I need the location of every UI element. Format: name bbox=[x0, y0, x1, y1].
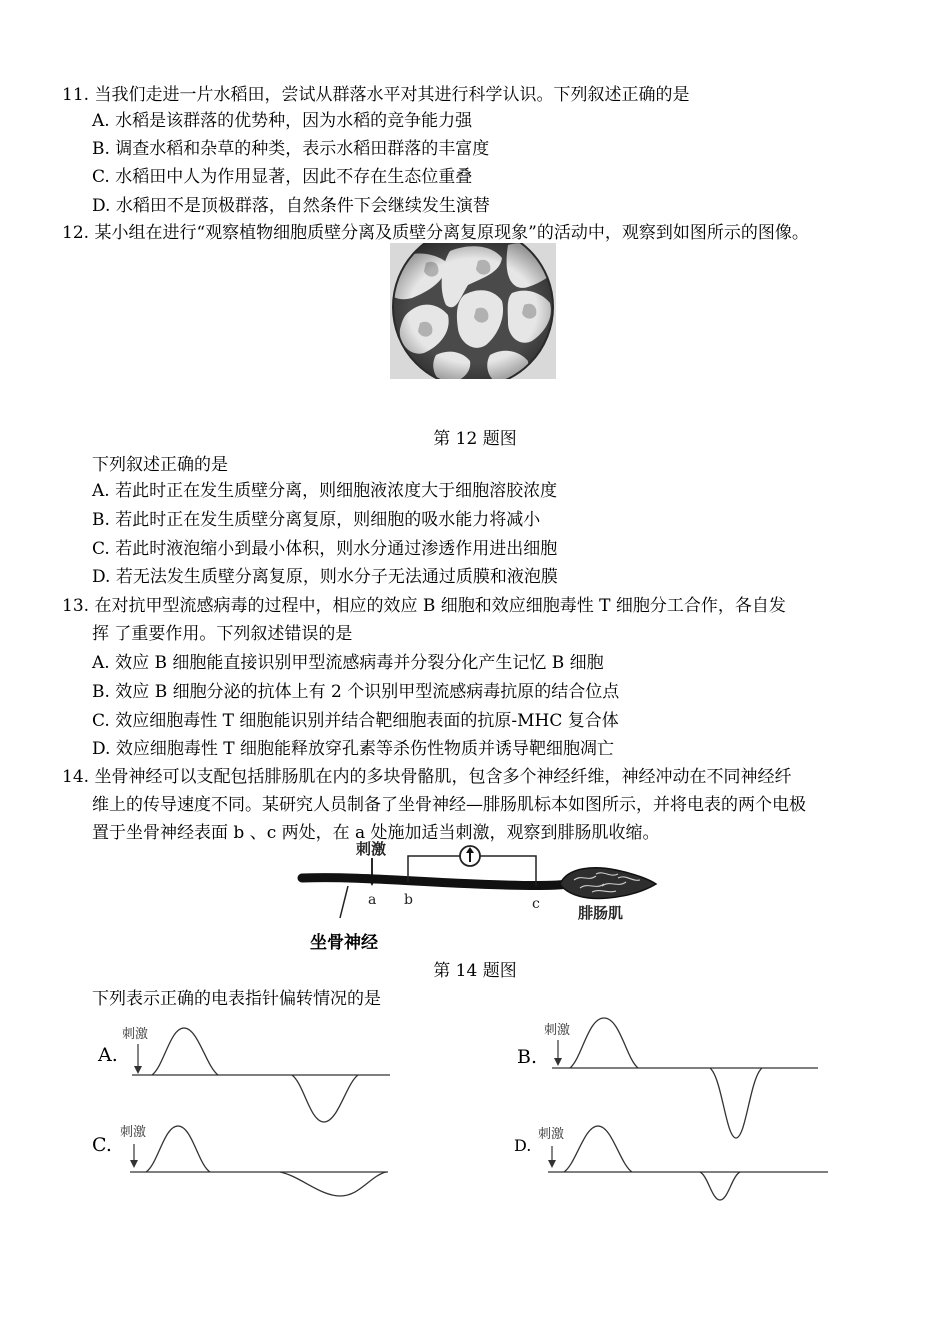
q11-option-a: A. 水稻是该群落的优势种，因为水稻的竞争能力强 bbox=[92, 111, 473, 131]
point-c-label: c bbox=[532, 896, 540, 912]
q12-caption: 第 12 题图 bbox=[433, 429, 517, 449]
q11-option-b: B. 调查水稻和杂草的种类，表示水稻田群落的丰富度 bbox=[92, 139, 490, 159]
q14-option-c-label: C. bbox=[92, 1134, 112, 1156]
stimulus-arrow-icon bbox=[130, 1160, 138, 1168]
sciatic-nerve bbox=[302, 878, 568, 886]
q14-option-d-waveform bbox=[530, 1120, 830, 1204]
stimulus-label: 刺激 bbox=[356, 840, 387, 858]
q14-prompt: 下列表示正确的电表指针偏转情况的是 bbox=[92, 989, 381, 1009]
q14-option-b-label: B. bbox=[517, 1046, 538, 1068]
q14-stem-line3: 置于坐骨神经表面 b 、c 两处，在 a 处施加适当刺激，观察到腓肠肌收缩。 bbox=[92, 823, 660, 843]
stimulus-text: 刺激 bbox=[544, 1023, 571, 1038]
q14-nerve-muscle-figure bbox=[296, 836, 666, 922]
point-b-label: b bbox=[404, 892, 413, 908]
stimulus-arrow-icon bbox=[548, 1160, 556, 1168]
q14-caption: 第 14 题图 bbox=[433, 961, 517, 981]
point-a-label: a bbox=[368, 892, 377, 908]
stimulus-text: 刺激 bbox=[122, 1027, 149, 1042]
q13-stem-line2: 挥 了重要作用。下列叙述错误的是 bbox=[92, 624, 353, 644]
q13-option-d: D. 效应细胞毒性 T 细胞能释放穿孔素等杀伤性物质并诱导靶细胞凋亡 bbox=[92, 739, 614, 759]
stimulus-text: 刺激 bbox=[120, 1125, 147, 1140]
q11-option-c: C. 水稻田中人为作用显著，因此不存在生态位重叠 bbox=[92, 167, 473, 187]
q13-option-a: A. 效应 B 细胞能直接识别甲型流感病毒并分裂分化产生记忆 B 细胞 bbox=[92, 653, 604, 673]
q12-option-a: A. 若此时正在发生质壁分离，则细胞液浓度大于细胞溶胶浓度 bbox=[92, 481, 558, 501]
q12-option-c: C. 若此时液泡缩小到最小体积，则水分通过渗透作用进出细胞 bbox=[92, 539, 558, 559]
stimulus-arrow-icon bbox=[554, 1058, 562, 1066]
q13-option-b: B. 效应 B 细胞分泌的抗体上有 2 个识别甲型流感病毒抗原的结合位点 bbox=[92, 682, 620, 702]
muscle-label: 腓肠肌 bbox=[578, 904, 624, 922]
q12-micrograph bbox=[390, 243, 556, 379]
q13-stem-line1: 13. 在对抗甲型流感病毒的过程中，相应的效应 B 细胞和效应细胞毒性 T 细胞分工合作，各自发 bbox=[62, 596, 786, 616]
q14-option-d-label: D. bbox=[514, 1136, 532, 1155]
q12-option-d: D. 若无法发生质壁分离复原，则水分子无法通过质膜和液泡膜 bbox=[92, 567, 558, 587]
gastrocnemius-muscle bbox=[560, 868, 656, 899]
q12-prompt: 下列叙述正确的是 bbox=[92, 455, 228, 475]
q12-stem: 12. 某小组在进行“观察植物细胞质壁分离及质壁分离复原现象”的活动中，观察到如图所示的图像。 bbox=[62, 223, 809, 243]
nerve-label: 坐骨神经 bbox=[310, 933, 378, 953]
q14-stem-line1: 14. 坐骨神经可以支配包括腓肠肌在内的多块骨骼肌，包含多个神经纤维，神经冲动在不同神经纤 bbox=[62, 767, 792, 787]
q11-option-d: D. 水稻田不是顶极群落，自然条件下会继续发生演替 bbox=[92, 196, 490, 216]
stimulus-arrow-icon bbox=[134, 1066, 142, 1074]
q11-stem: 11. 当我们走进一片水稻田，尝试从群落水平对其进行科学认识。下列叙述正确的是 bbox=[62, 85, 690, 105]
q14-option-a-label: A. bbox=[98, 1044, 118, 1066]
q12-option-b: B. 若此时正在发生质壁分离复原，则细胞的吸水能力将减小 bbox=[92, 510, 541, 530]
q14-stem-line2: 维上的传导速度不同。某研究人员制备了坐骨神经—腓肠肌标本如图所示，并将电表的两个电极 bbox=[92, 795, 806, 815]
q14-option-a-waveform bbox=[112, 1020, 392, 1130]
stimulus-text: 刺激 bbox=[538, 1127, 565, 1142]
q13-option-c: C. 效应细胞毒性 T 细胞能识别并结合靶细胞表面的抗原-MHC 复合体 bbox=[92, 711, 619, 731]
q14-option-c-waveform bbox=[110, 1118, 390, 1200]
